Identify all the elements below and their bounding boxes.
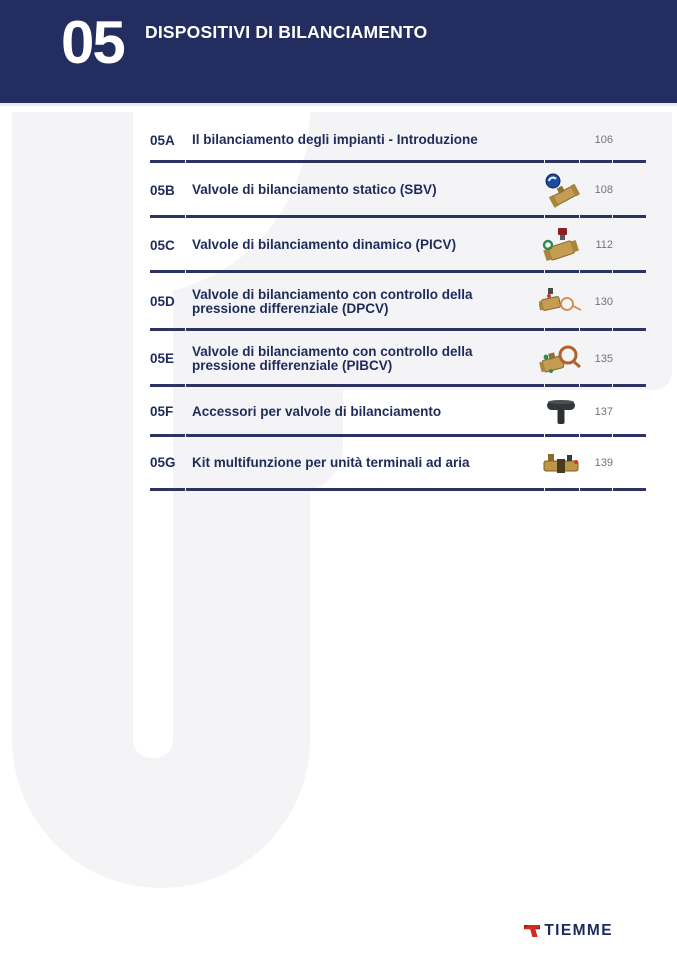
toc-row-code: 05A — [150, 132, 175, 148]
toc-row-code: 05B — [150, 182, 175, 198]
page-title: DISPOSITIVI DI BILANCIAMENTO — [145, 22, 428, 42]
dynamic-balancing-valve-icon — [539, 221, 583, 269]
toc-row-code: 05D — [150, 294, 175, 309]
toc-row[interactable] — [150, 334, 648, 387]
multifunction-air-terminal-kit-icon — [539, 438, 583, 487]
toc-row-title: Valvole di bilanciamento con controllo della pressione differenziale (DPCV) — [192, 287, 473, 316]
toc-row-code: 05C — [150, 237, 175, 253]
toc-row-page-number: 135 — [594, 352, 613, 365]
toc-row-code: 05F — [150, 404, 174, 419]
toc-row-code: 05E — [150, 351, 175, 366]
toc-row-title: Il bilanciamento degli impianti - Introduzione — [192, 132, 478, 148]
chapter-number: 05 — [61, 9, 124, 76]
toc-row-page-number: 112 — [595, 239, 613, 251]
static-balancing-valve-icon — [539, 166, 583, 214]
tiemme-logo-mark — [523, 923, 541, 939]
toc-row-page-number: 106 — [594, 134, 613, 146]
row-divider — [150, 434, 646, 437]
toc-row-title: Valvole di bilanciamento con controllo della pressione differenziale (PIBCV) — [192, 344, 473, 373]
toc-row-page-number: 139 — [594, 456, 613, 469]
toc-row-title: Valvole di bilanciamento statico (SBV) — [192, 182, 437, 198]
toc-row[interactable] — [150, 390, 648, 437]
toc-row[interactable] — [150, 438, 648, 491]
toc-row-title: Accessori per valvole di bilanciamento — [192, 403, 442, 419]
row-divider — [150, 160, 646, 163]
toc-row-title: Kit multifunzione per unità terminali ad aria — [192, 454, 470, 470]
thumbnail-empty — [539, 121, 583, 159]
dpcv-valve-icon — [539, 276, 583, 327]
toc-row[interactable] — [150, 276, 648, 331]
toc-row-title: Valvole di bilanciamento dinamico (PICV) — [192, 237, 457, 253]
tiemme-logo — [523, 922, 613, 940]
row-divider — [150, 328, 646, 331]
toc-row[interactable] — [150, 121, 648, 163]
toc-row-code: 05G — [150, 455, 176, 470]
toc-row-page-number: 137 — [594, 405, 613, 418]
row-divider — [150, 384, 646, 387]
balancing-accessory-t-handle-icon — [539, 390, 583, 433]
toc-row-page-number: 108 — [594, 184, 613, 196]
row-divider — [150, 215, 646, 218]
toc-row[interactable] — [150, 166, 648, 218]
row-divider — [150, 270, 646, 273]
row-divider — [150, 488, 646, 491]
tiemme-logo-text: TIEMME — [544, 922, 613, 939]
pibcv-valve-icon — [539, 334, 583, 383]
toc-row[interactable] — [150, 221, 648, 273]
toc-row-page-number: 130 — [594, 295, 613, 308]
